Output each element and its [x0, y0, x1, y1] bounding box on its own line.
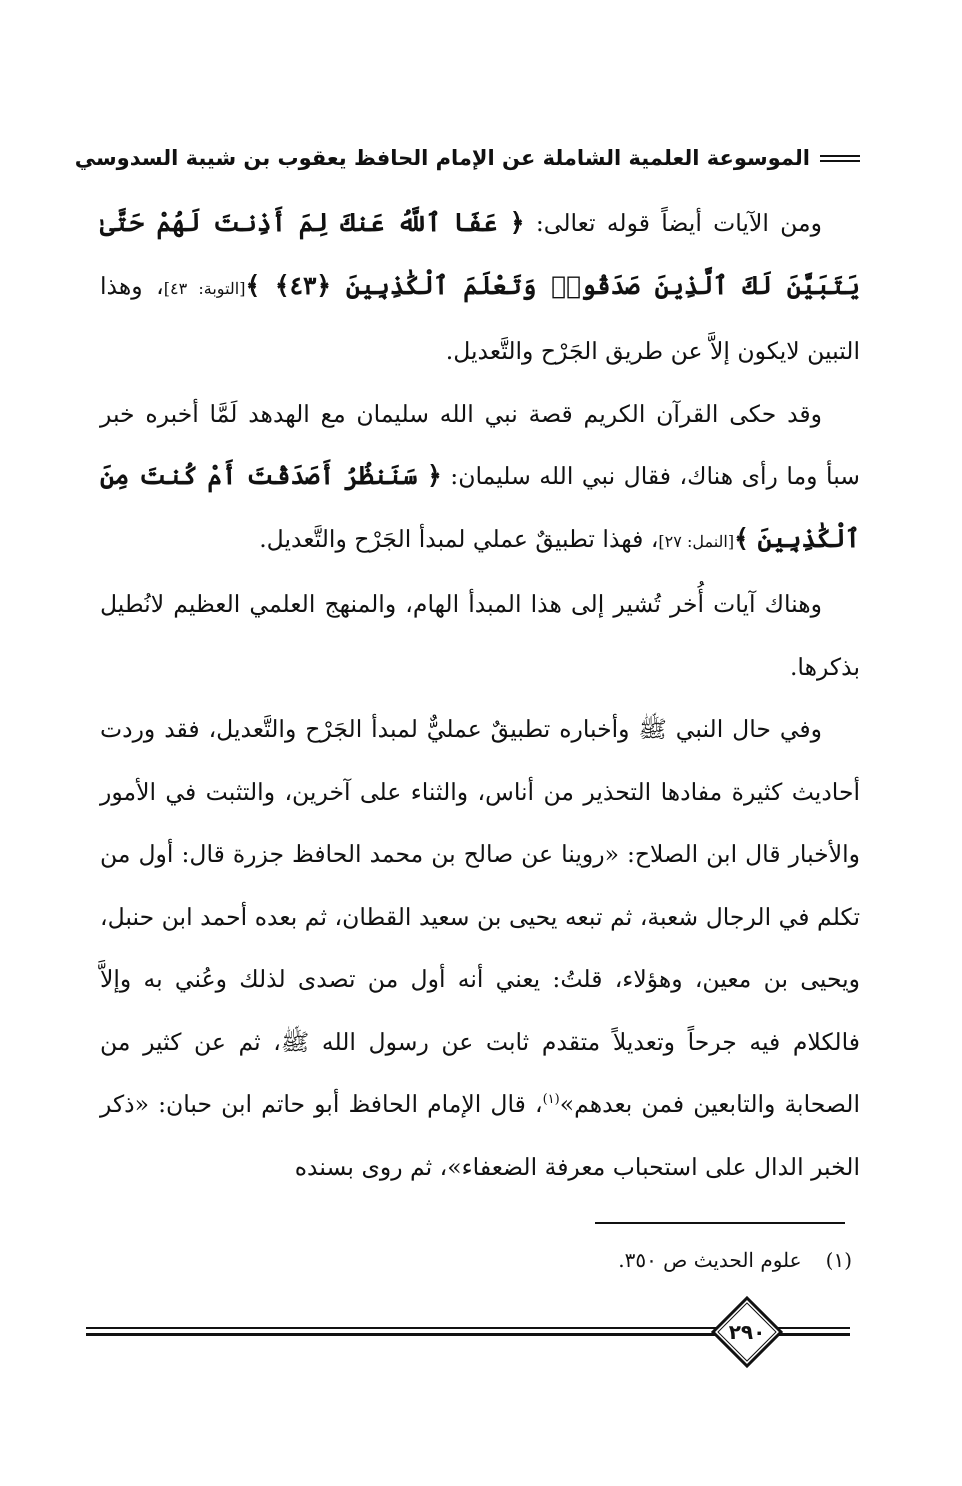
- quran-verse-naml: ﴿ سَنَنظُرُ أَصَدَقْتَ أَمْ كُنتَ مِنَ ٱلْكَٰذِبِينَ ﴾: [100, 461, 860, 553]
- body-text: [100, 192, 860, 1198]
- paragraph-2-intro: وقد حكى القرآن الكريم قصة نبي الله سليمان مع الهدهد لَمَّا أخبره خبر سبأ وما رأى هناك، فقال نبي الله سليمان:: [100, 399, 860, 490]
- page-number: ٢٩٠: [728, 1320, 766, 1344]
- verse-reference-tawba: [التوبة: ٤٣]: [163, 278, 246, 298]
- header-title: الموسوعة العلمية الشاملة عن الإمام الحافظ يعقوب بن شيبة السدوسي: [74, 146, 810, 170]
- paragraph-4-after-marker: ، قال الإمام الحافظ أبو حاتم ابن حبان: «ذكر الخبر الدال على استحباب معرفة الضعفاء»، ثم روى بسنده: [100, 1090, 860, 1181]
- paragraph-1: [100, 192, 860, 383]
- paragraph-3: وهناك آيات أُخر تُشير إلى هذا المبدأ الهام، والمنهج العلمي العظيم لانُطيل بذكرها.: [100, 590, 860, 681]
- paragraph-1-intro: ومن الآيات أيضاً قوله تعالى:: [524, 209, 822, 237]
- page-number-badge: [710, 1295, 784, 1369]
- verse-reference-naml: [النمل: ٢٧]: [658, 531, 735, 551]
- paragraph-2-rest: ، فهذا تطبيقٌ عملي لمبدأ الجَرْح والتَّعديل.: [259, 524, 659, 553]
- footnote-1: [252, 1248, 852, 1272]
- footnote-number: (١): [825, 1248, 852, 1272]
- paragraph-4-before-marker: وفي حال النبي ﷺ وأخباره تطبيقٌ عمليٌّ لمبدأ الجَرْح والتَّعديل، فقد وردت أحاديث كثيرة مفادها التحذير من أناس، والثناء على آخرين، والتثبت في الأمور والأخبار قال ابن الصلاح: «روينا عن صالح بن محمد الحافظ جزرة قال: أول من تكلم في الرجال شعبة، ثم تبعه يحيى بن سعيد القطان، ثم بعده أحمد ابن حنبل، ويحيى بن معين، وهؤلاء، قلتُ: يعني أنه أول من تصدى لذلك وعُني به وإلاَّ فالكلام فيه جرحاً وتعديلاً متقدم ثابت عن رسول الله ﷺ، ثم عن كثير من الصحابة والتابعين فمن بعدهم»: [100, 715, 860, 1118]
- footnote-separator: [595, 1222, 845, 1224]
- paragraph-1-rest: ، وهذا التبين لايكون إلاَّ عن طريق الجَرْح والتَّعديل.: [100, 271, 860, 365]
- footer-rule-left: [86, 1327, 716, 1336]
- header-short-rule: [820, 155, 860, 162]
- footnote-text: علوم الحديث ص ٣٥٠.: [618, 1248, 802, 1272]
- running-header: [74, 138, 860, 178]
- quran-verse-tawba: ﴿ عَفَا ٱللَّهُ عَنكَ لِمَ أَذِنتَ لَهُمْ حَتَّىٰ يَتَبَيَّنَ لَكَ ٱلَّذِينَ صَدَقُوا۟ وَتَعْلَمَ ٱلْكَٰذِبِينَ ﴿٤٣﴾ ﴾: [100, 208, 860, 300]
- footer-rule-right: [778, 1327, 850, 1336]
- paragraph-2: [100, 383, 860, 574]
- footnote-marker[interactable]: (١): [542, 1092, 560, 1108]
- paragraph-4: [100, 698, 860, 1198]
